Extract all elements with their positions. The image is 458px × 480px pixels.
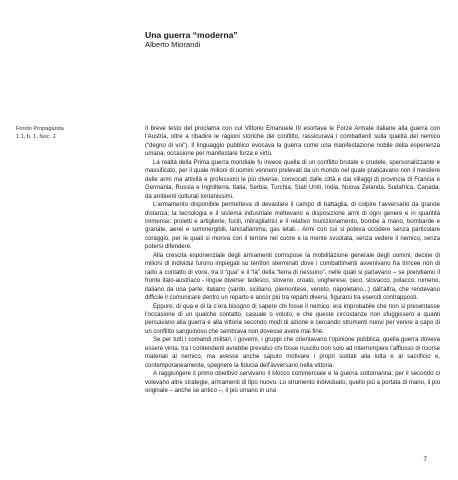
- archive-reference-fund: Fondo Propaganda: [16, 126, 64, 132]
- page-number: 7: [423, 456, 427, 463]
- body-paragraph: A raggiungere il primo obiettivo servivano il blocco commerciale e la guerra sottomarina; per il secondo ci volevano altre strategie, armamenti di tipo nuovo. Lo strumento individuato, quello più a portata di mano, il più originale – anche se antico –, il più umano in una: [145, 371, 440, 395]
- body-paragraph: Il breve testo del proclama con cui Vittorio Emanuele III esortava le Forze Armate italiane alla guerra con l’Austria, oltre a ribadire le ragioni storiche del conflitto, rassicurava i combattenti sulla qualità del nemico (“degno di voi”). Il linguaggio pubblico evocava la guerra come una manifestazione nobile della esperienza umana, occasione per manifestare forza e virtù.: [145, 126, 440, 158]
- article-body: [145, 125, 440, 396]
- article-title: Una guerra “moderna”: [145, 30, 238, 40]
- body-paragraph: Se per tutti i comandi militari, i governi, i gruppi che orientavano l’opinione pubblica, quella guerra doveva essere vinta, tra i contendenti avrebbe prevalso chi fosse riuscito non solo ad interrompere l’afflusso di risorse materiali al nemico, ma avesse anche saputo motivare i propri soldati alla lotta e al sacrificio e, contemporaneamente, spegnere la fiducia dell’avversario nella vittoria.: [145, 337, 440, 369]
- article-author: Alberto Miorandi: [145, 40, 201, 49]
- body-paragraph: Eppure, di qua e di là c’era bisogno di sapere chi fosse il nemico: era improbabile che non si presentasse l’occasione di un qualche contatto, casuale o voluto, e che queste circostanze non sfuggissero a quanti pensavano alla guerra e alla vittoria secondo modi di azione e cercando strumenti nuovi per venire a capo di un conflitto sanguinoso che sembrava non dovesse avere mai fine.: [145, 303, 440, 335]
- body-paragraph: Alla crescita esponenziale degli armamenti corrispose la mobilitazione generale degli uomini; decine di milioni di individui furono impiegati su territori sterminati dove i combattimenti avvenivano fra trincee non di rado a contatto di voce, tra il “qua” e il “là” della “terra di nessuno”, nelle quali si parlavano – se prendiamo il fronte italo-austriaco - lingue diverse: tedesco, sloveno, croato, ungherese, ceco, slovacco, polacco, rumeno, italiano da una parte; italiano (sardo, siciliano, piemontese, veneto, napoletano...) dall’altra, che rendevano difficile il comunicare dentro un reparto e ancor più tra reparti diversi, figurarsi tra eserciti contrapposti.: [145, 252, 440, 302]
- body-paragraph: La realtà della Prima guerra mondiale fu invece quella di un conflitto brutale e crudele, spersonalizzante e massificato, per il quale milioni di uomini vennero prelevati da un mondo nel quale praticavano non il mestiere delle armi ma attività e professioni le più diverse, convocati dalle città e dai villaggi di provincia di Francia e Germania, Russia e Inghilterra, Italia, Serbia, Turchia, Stati Uniti, India, Nuova Zelanda, Sudafrica, Canada, da ambienti culturali lontanissimi.: [145, 159, 440, 200]
- archive-reference-location: 1.1, b. 1, fasc. 1: [16, 133, 56, 140]
- body-paragraph: L’armamento disponibile permetteva di devastare il campo di battaglia, di colpire l’avversario da grande distanza; la tecnologia e il sistema industriale mettevano a disposizione armi di ogni genere e in quantità immense: proietti e artiglierie, fucili, mitragliatrici e il relativo munizionamento, bombe a mano, bombarde e granate, aerei e sommergibili, lanciafiamme, gas letali... Armi con cui si poteva uccidere senza particolare coraggio, per le quali si moriva con il terrore nel cuore e la mente svuotata, senza vedere il nemico, senza potersi difendere.: [145, 202, 440, 251]
- archive-reference: [16, 126, 64, 141]
